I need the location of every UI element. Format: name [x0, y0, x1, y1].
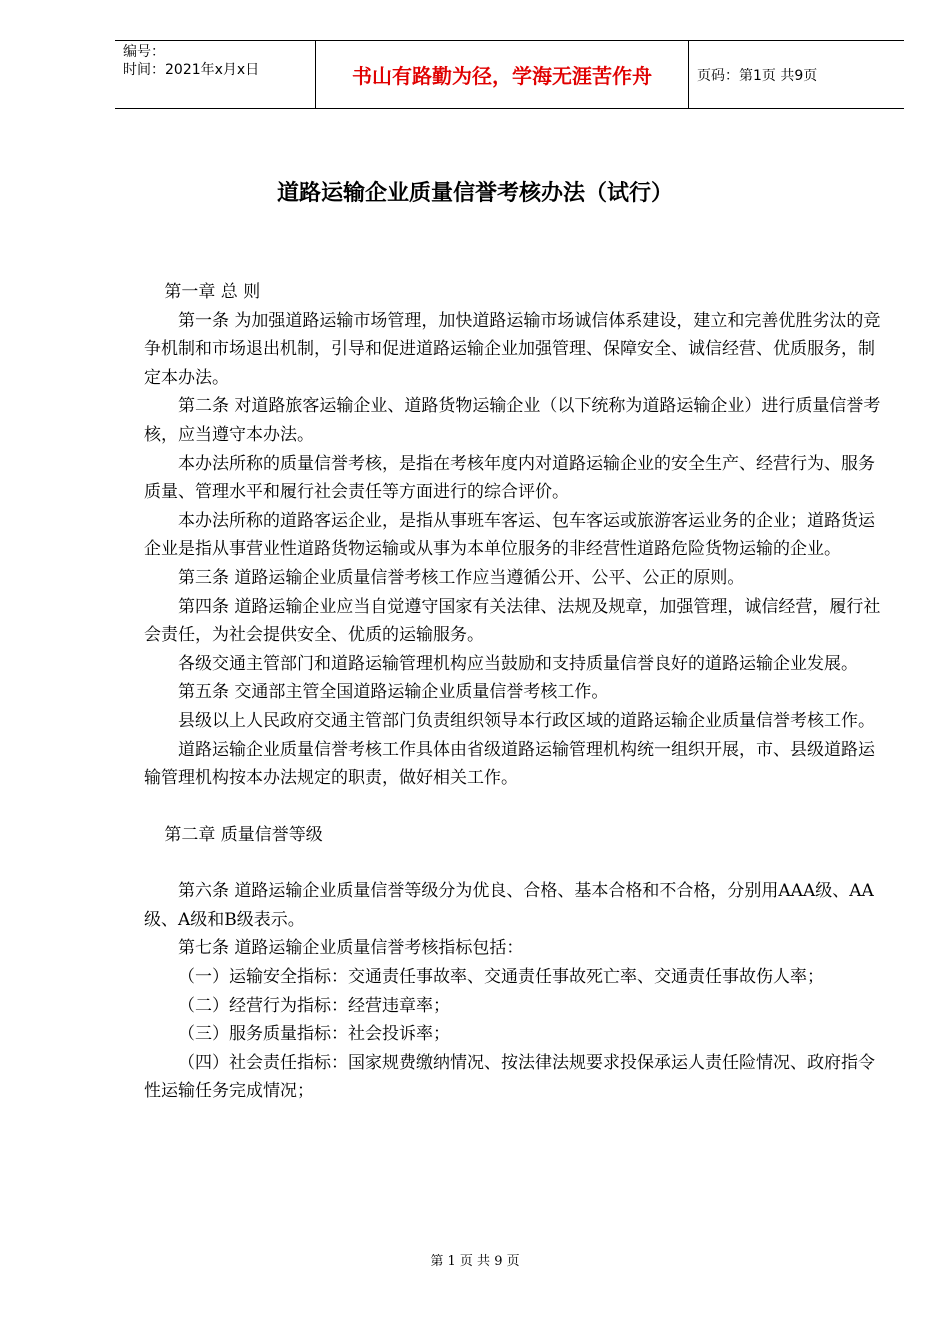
document-body: [144, 278, 884, 1106]
chapter-heading: 第二章 质量信誉等级: [164, 824, 323, 845]
paragraph: （一）运输安全指标：交通责任事故率、交通责任事故死亡率、交通责任事故伤人率；: [178, 967, 824, 988]
paragraph: 第二条 对道路旅客运输企业、道路货物运输企业（以下统称为道路运输企业）进行质量信誉考核，应当遵守本办法。: [144, 396, 881, 445]
header-motto: 书山有路勤为径，学海无涯苦作舟: [316, 41, 689, 108]
paragraph: 第三条 道路运输企业质量信誉考核工作应当遵循公开、公平、公正的原则。: [178, 567, 745, 588]
header-meta: [115, 41, 316, 108]
paragraph: （四）社会责任指标：国家规费缴纳情况、按法律法规要求投保承运人责任险情况、政府指令性运输任务完成情况；: [144, 1052, 875, 1102]
paragraph: 县级以上人民政府交通主管部门负责组织领导本行政区域的道路运输企业质量信誉考核工作。: [178, 710, 875, 731]
spacer: [144, 849, 884, 877]
document-title: 道路运输企业质量信誉考核办法（试行）: [276, 181, 673, 206]
header-page-info: 页码：第1页 共9页: [697, 67, 818, 84]
document-number-label: 编号：: [123, 44, 165, 60]
paragraph: 第五条 交通部主管全国道路运输企业质量信誉考核工作。: [178, 682, 609, 703]
paragraph: 第七条 道路运输企业质量信誉考核指标包括：: [178, 938, 524, 959]
paragraph: 第一条 为加强道路运输市场管理，加快道路运输市场诚信体系建设，建立和完善优胜劣汰的竞争机制和市场退出机制，引导和促进道路运输企业加强管理、保障安全、诚信经营、优质服务，制定本办法。: [144, 310, 881, 388]
chapter-heading: 第一章 总 则: [164, 282, 261, 302]
paragraph: （三）服务质量指标：社会投诉率；: [178, 1024, 450, 1045]
paragraph: 第六条 道路运输企业质量信誉等级分为优良、合格、基本合格和不合格，分别用AAA级、AA级、A级和B级表示。: [144, 881, 874, 930]
paragraph: 道路运输企业质量信誉考核工作具体由省级道路运输管理机构统一组织开展，市、县级道路运输管理机构按本办法规定的职责，做好相关工作。: [144, 739, 875, 789]
document-time-label: 时间：2021年x月x日: [123, 62, 260, 78]
paragraph: 第四条 道路运输企业应当自觉遵守国家有关法律、法规及规章，加强管理，诚信经营，履行社会责任，为社会提供安全、优质的运输服务。: [144, 596, 881, 646]
paragraph: 本办法所称的质量信誉考核，是指在考核年度内对道路运输企业的安全生产、经营行为、服务质量、管理水平和履行社会责任等方面进行的综合评价。: [144, 453, 875, 503]
paragraph: 各级交通主管部门和道路运输管理机构应当鼓励和支持质量信誉良好的道路运输企业发展。: [178, 653, 858, 674]
paragraph: 本办法所称的道路客运企业，是指从事班车客运、包车客运或旅游客运业务的企业；道路货运企业是指从事营业性道路货物运输或从事为本单位服务的非经营性道路危险货物运输的企业。: [144, 510, 875, 560]
spacer: [144, 793, 884, 821]
paragraph: （二）经营行为指标：经营违章率；: [178, 995, 450, 1016]
document-header: [115, 40, 904, 109]
page-footer: 第 1 页 共 9 页: [430, 1254, 520, 1269]
